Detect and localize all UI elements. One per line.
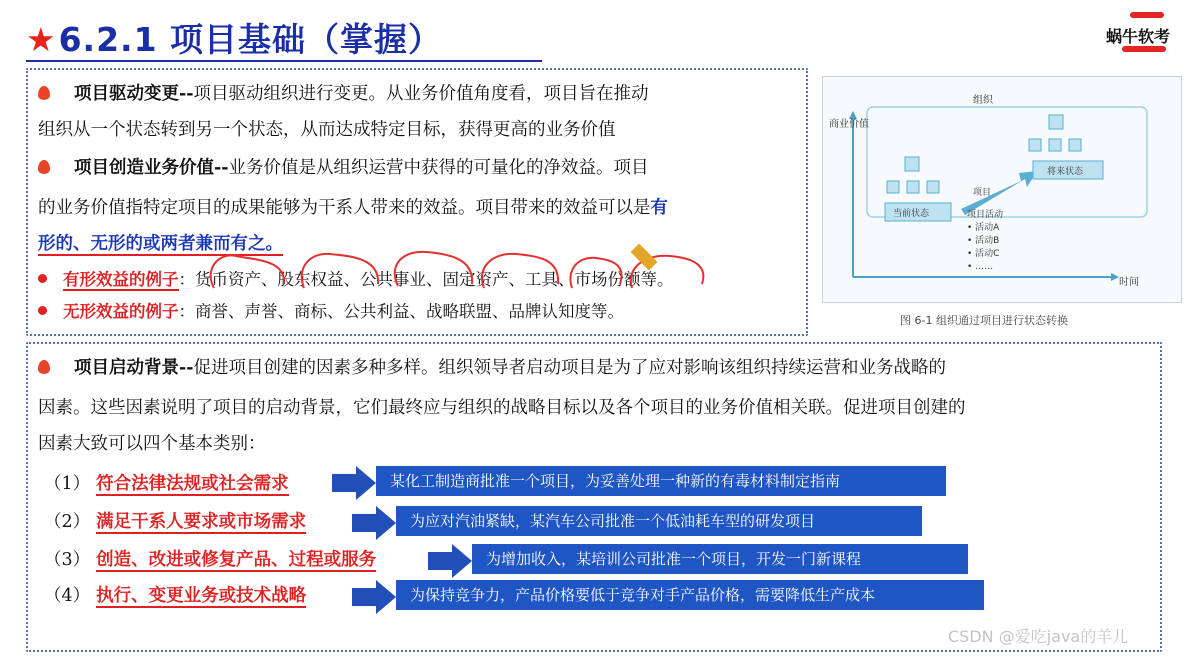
csdn-watermark: CSDN @爱吃java的羊儿 (948, 627, 1129, 646)
figure-caption: 图 6-1 组织通过项目进行状态转换 (900, 314, 1068, 327)
fig-y-axis-label: 商业价值 (829, 119, 869, 130)
arrow-right-icon (352, 580, 396, 614)
fig-x-axis-label: 时间 (1119, 277, 1139, 288)
state-transition-figure (822, 76, 1182, 303)
fig-project-label: 项目 (973, 188, 992, 198)
arrow-right-icon (352, 506, 396, 540)
intangible-benefits: 无形效益的例子：商誉、声誉、商标、公共利益、战略联盟、品牌认知度等。 (38, 294, 624, 330)
flame-icon (38, 160, 50, 174)
title-text: 6.2.1 项目基础（掌握） (58, 20, 443, 59)
para-project-driven-change: 项目驱动变更--项目驱动组织进行变更。从业务价值角度看，项目旨在推动 (38, 76, 649, 112)
title-underline (26, 60, 542, 62)
page-title (26, 14, 442, 61)
fig-org-label: 组织 (973, 95, 993, 106)
arrow-right-icon (428, 544, 472, 578)
hand-annotations (200, 244, 760, 300)
para-line: 组织从一个状态转到另一个状态，从而达成特定目标，获得更高的业务价值 (38, 120, 616, 140)
star-icon: ★ (26, 20, 57, 59)
fig-current-state: 当前状态 (893, 209, 930, 219)
fig-future-state: 将来状态 (1047, 167, 1084, 177)
logo-text: 蜗牛软考 (1106, 27, 1171, 46)
para-initiation-background: 项目启动背景--促进项目创建的因素多种多样。组织领导者启动项目是为了应对影响该组织持续运营和业务战略的 (38, 350, 946, 386)
para-create-business-value: 项目创造业务价值--业务价值是从组织运营中获得的可量化的净效益。项目 (38, 150, 649, 186)
bullet-icon (38, 306, 47, 315)
logo (1100, 6, 1188, 58)
para-line: 的业务价值指特定项目的成果能够为干系人带来的效益。项目带来的效益可以是有 (38, 198, 668, 218)
arrow-right-icon (332, 466, 376, 500)
example-4: 为保持竞争力，产品价格要低于竞争对手产品价格，需要降低生产成本 (396, 580, 984, 610)
category-4: （4） 执行、变更业务或技术战略 (44, 586, 307, 606)
example-2: 为应对汽油紧缺，某汽车公司批准一个低油耗车型的研发项目 (396, 506, 922, 536)
example-1: 某化工制造商批准一个项目，为妥善处理一种新的有毒材料制定指南 (376, 466, 946, 496)
example-3: 为增加收入，某培训公司批准一个项目，开发一门新课程 (472, 544, 968, 574)
flame-icon (38, 86, 50, 100)
category-3: （3） 创造、改进或修复产品、过程或服务 (44, 550, 377, 570)
category-2: （2） 满足干系人要求或市场需求 (44, 512, 307, 532)
para-line: 因素大致可以四个基本类别： (38, 434, 266, 454)
flame-icon (38, 360, 50, 374)
bullet-icon (38, 274, 47, 283)
para-line: 形的、无形的或两者兼而有之。 (38, 234, 283, 254)
tangible-benefits: 有形效益的例子：货币资产、股东权益、公共事业、固定资产、工具、市场份额等。 (38, 262, 674, 298)
fig-activities: 项目活动 • 活动A • 活动B • 活动C • …… (967, 210, 1004, 272)
category-1: （1） 符合法律法规或社会需求 (44, 474, 289, 494)
para-line: 因素。这些因素说明了项目的启动背景，它们最终应与组织的战略目标以及各个项目的业务价值相关联。促进项目创建的 (38, 398, 966, 418)
